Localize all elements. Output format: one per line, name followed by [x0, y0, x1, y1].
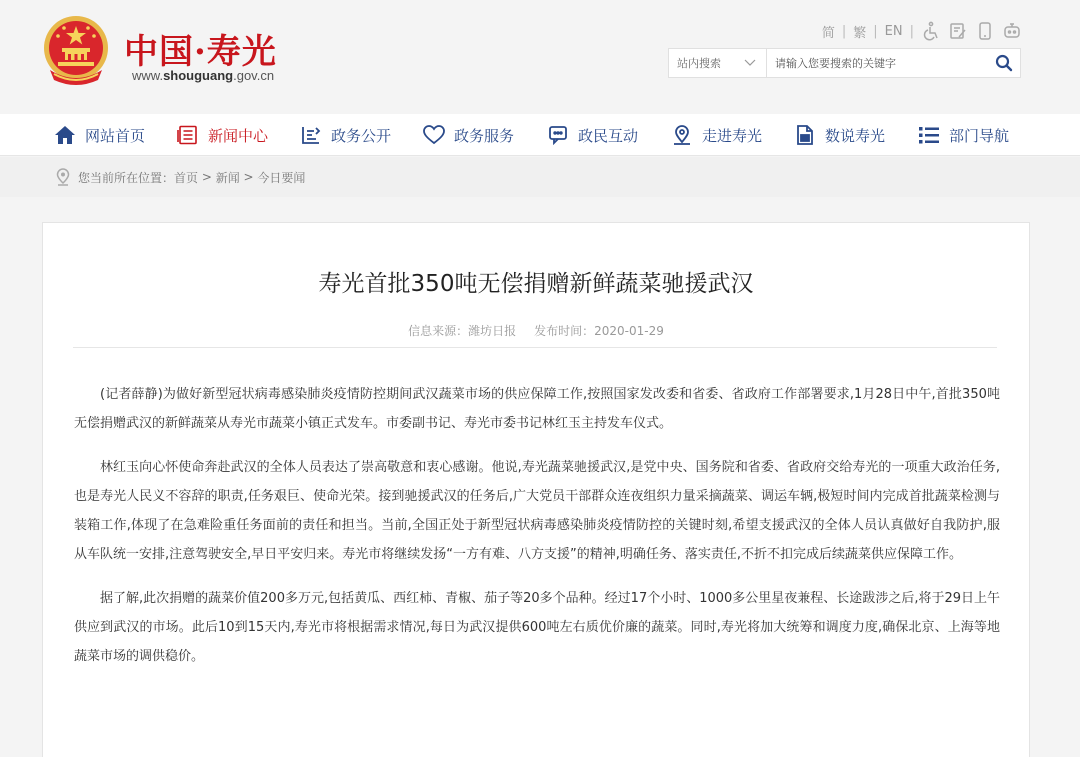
date-label: 发布时间： [534, 324, 595, 338]
nav-item-label: 数说寿光 [825, 126, 886, 145]
accessibility-icon[interactable] [921, 21, 941, 41]
divider [73, 347, 997, 348]
article-paragraph: 林红玉向心怀使命奔赴武汉的全体人员表达了崇高敬意和衷心感谢。他说,寿光蔬菜驰援武汉,是党中央、国务院和省委、省政府交给寿光的一项重大政治任务,也是寿光人民义不容辞的职责,任务艰巨、使命光荣。接到驰援武汉的任务后,广大党员干部群众连夜组织力量采摘蔬菜、调运车辆,极短时间内完成首批蔬菜检测与装箱工作,体现了在急难险重任务面前的责任和担当。当前,全国正处于新型冠状病毒感染肺炎疫情防控的关键时刻,希望支援武汉的全体人员认真做好自我防护,服从车队统一安排,注意驾驶安全,早日平安归来。寿光市将继续发扬“一方有难、八方支援”的精神,明确任务、落实责任,不折不扣完成后续蔬菜供应保障工作。 [74, 460, 1000, 562]
nav-item-label: 部门导航 [949, 126, 1010, 145]
search-icon [995, 54, 1013, 72]
nav-item-label: 新闻中心 [208, 126, 269, 145]
chat-icon [547, 125, 569, 145]
mobile-icon[interactable] [975, 21, 995, 41]
nav-item-about[interactable] [671, 114, 762, 156]
list-icon [918, 125, 940, 145]
nav-item-label: 政务服务 [454, 126, 515, 145]
nav-item-label: 网站首页 [85, 126, 146, 145]
separator: | [909, 23, 914, 39]
article-paragraph: (记者薛静)为做好新型冠状病毒感染肺炎疫情防控期间武汉蔬菜市场的供应保障工作,按照国家发改委和省委、省政府工作部署要求,1月28日中午,首批350吨无偿捐赠武汉的新鲜蔬菜从寿光市蔬菜小镇正式发车。市委副书记、寿光市委书记林红玉主持发车仪式。 [74, 387, 1000, 431]
publish-icon [300, 125, 322, 145]
site-title[interactable]: 中国·寿光 [124, 32, 277, 72]
lang-english-link[interactable]: EN [884, 23, 903, 39]
article-title: 寿光首批350吨无偿捐赠新鲜蔬菜驰援武汉 [318, 271, 754, 297]
robot-icon[interactable] [1002, 21, 1022, 41]
breadcrumb-current-link[interactable]: 今日要闻 [257, 170, 306, 185]
domain-prefix: www. [132, 68, 164, 83]
heart-icon [423, 125, 445, 145]
separator: | [873, 23, 878, 39]
breadcrumb-separator: > [239, 170, 258, 184]
data-doc-icon [794, 125, 816, 145]
nav-item-departments[interactable] [918, 114, 1009, 156]
search-scope-label: 站内搜索 [677, 57, 721, 70]
source-value: 潍坊日报 [468, 324, 517, 338]
news-icon [177, 125, 199, 145]
nav-item-gov-service[interactable] [423, 114, 514, 156]
top-links [822, 19, 1022, 43]
article-paragraph: 据了解,此次捐赠的蔬菜价值200多万元,包括黄瓜、西红柿、青椒、茄子等20多个品种。经过17个小时、1000多公里星夜兼程、长途跋涉之后,将于29日上午供应到武汉的市场。此后10到15天内,寿光市将根据需求情况,每日为武汉提供600吨左右质优价廉的蔬菜。同时,寿光将加大统筹和调度力度,确保北京、上海等地蔬菜市场的调供稳价。 [74, 591, 1000, 664]
edit-icon[interactable] [948, 21, 968, 41]
domain-suffix: .gov.cn [233, 68, 275, 83]
search-scope-select[interactable] [669, 49, 767, 77]
article-meta [43, 322, 1029, 339]
main-nav [0, 114, 1080, 156]
nav-item-interaction[interactable] [547, 114, 638, 156]
site-domain [132, 68, 274, 83]
chevron-down-icon [744, 59, 756, 67]
site-header [0, 0, 1080, 114]
breadcrumb-home-link[interactable]: 首页 [174, 170, 199, 185]
nav-item-label: 政务公开 [331, 126, 392, 145]
national-emblem-icon[interactable] [40, 14, 112, 90]
search-button[interactable] [988, 49, 1020, 77]
search-bar [668, 48, 1021, 78]
nav-item-home[interactable] [54, 114, 145, 156]
nav-item-news[interactable] [177, 114, 268, 156]
source-label: 信息来源： [408, 324, 469, 338]
home-icon [54, 125, 76, 145]
nav-item-label: 走进寿光 [702, 126, 763, 145]
domain-bold: shouguang [163, 68, 234, 83]
lang-traditional-link[interactable]: 繁 [853, 25, 867, 41]
breadcrumb [0, 157, 1080, 197]
search-input[interactable] [767, 49, 988, 77]
article-panel [42, 222, 1030, 757]
breadcrumb-separator: > [198, 170, 216, 184]
lang-simplified-link[interactable]: 简 [821, 25, 835, 41]
breadcrumb-prefix: 您当前所在位置： [78, 170, 175, 185]
nav-item-gov-affairs[interactable] [300, 114, 391, 156]
date-value: 2020-01-29 [594, 324, 664, 338]
breadcrumb-news-link[interactable]: 新闻 [215, 170, 240, 185]
article-body [74, 380, 1000, 686]
separator: | [841, 23, 847, 39]
nav-item-data[interactable] [794, 114, 885, 156]
nav-item-label: 政民互动 [578, 126, 639, 145]
map-pin-icon [56, 168, 70, 186]
location-icon [671, 125, 693, 145]
